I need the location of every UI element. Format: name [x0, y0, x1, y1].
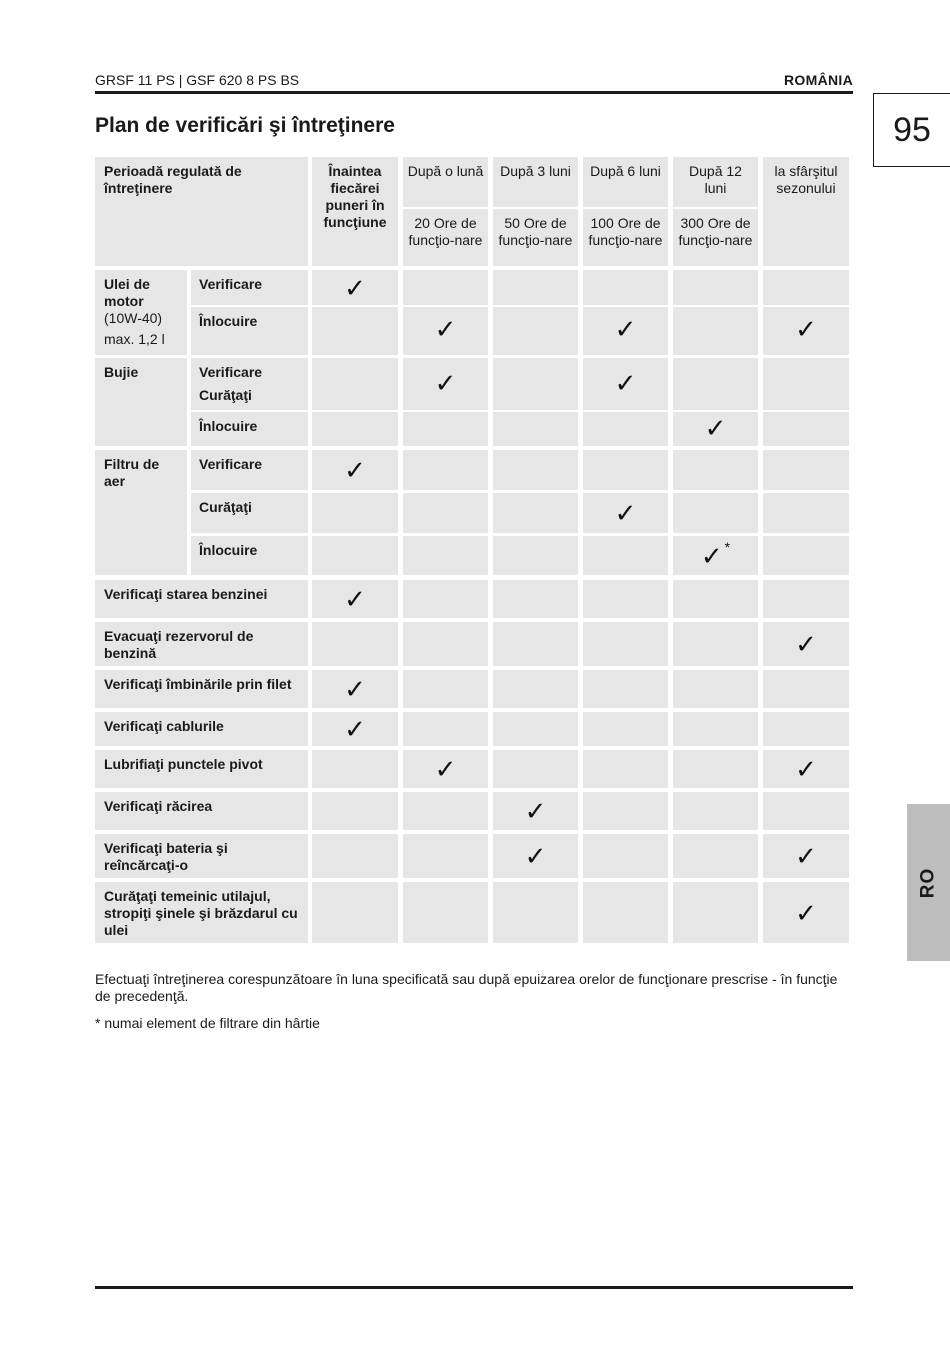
schedule-cell — [312, 712, 398, 746]
schedule-cell — [312, 750, 398, 788]
group-name: Ulei de motor — [104, 276, 150, 309]
page-number: 95 — [873, 93, 950, 167]
schedule-cell — [583, 536, 668, 575]
check-mark-icon: ✓ — [344, 272, 366, 303]
schedule-cell — [763, 536, 849, 575]
schedule-cell — [403, 622, 488, 666]
header-end-of-season: la sfârşitul sezonului — [763, 157, 849, 266]
check-mark-icon: ✓ — [614, 368, 637, 398]
header-period-bottom: 300 Ore de funcţio-nare — [673, 207, 758, 266]
schedule-cell — [493, 307, 578, 355]
action-label: Înlocuire — [191, 307, 308, 355]
group-engine-oil — [95, 270, 187, 355]
schedule-cell — [493, 670, 578, 708]
schedule-cell — [763, 580, 849, 618]
schedule-cell — [673, 580, 758, 618]
header-period-bottom: 50 Ore de funcţio-nare — [493, 207, 578, 266]
oil-type: (10W-40) — [104, 310, 163, 326]
schedule-cell — [312, 670, 398, 708]
schedule-cell — [763, 450, 849, 490]
schedule-cell — [403, 307, 488, 355]
schedule-cell — [493, 493, 578, 533]
check-mark-icon: ✓ — [795, 897, 817, 928]
oil-quantity: max. 1,2 l — [104, 331, 165, 347]
schedule-cell — [763, 792, 849, 830]
check-mark-icon: ✓ — [614, 314, 637, 344]
schedule-cell — [312, 270, 398, 305]
schedule-cell — [403, 670, 488, 708]
schedule-cell — [583, 670, 668, 708]
check-mark-icon: ✓ — [614, 498, 637, 528]
schedule-cell — [403, 450, 488, 490]
task-label: Verificaţi starea benzinei — [95, 580, 308, 618]
schedule-cell — [312, 882, 398, 943]
task-label: Verificaţi răcirea — [95, 792, 308, 830]
check-mark-icon: ✓ — [344, 674, 366, 704]
schedule-cell — [403, 882, 488, 943]
schedule-cell — [312, 307, 398, 355]
header-period-top: După o lună — [403, 157, 488, 207]
schedule-cell — [403, 493, 488, 533]
language-label: ROMÂNIA — [784, 72, 853, 88]
check-mark-icon: ✓ — [434, 754, 457, 784]
task-label: Lubrifiaţi punctele pivot — [95, 750, 308, 788]
check-mark-icon: ✓ — [344, 584, 366, 614]
schedule-cell — [763, 712, 849, 746]
action-label: Verificare — [191, 270, 308, 305]
schedule-cell — [312, 580, 398, 618]
check-mark-icon: ✓ — [344, 455, 366, 485]
schedule-cell — [673, 412, 758, 446]
schedule-cell — [312, 450, 398, 490]
header-period-top: După 3 luni — [493, 157, 578, 207]
check-mark-icon: ✓ — [795, 314, 817, 344]
schedule-cell — [763, 270, 849, 305]
schedule-cell — [763, 493, 849, 533]
schedule-cell — [763, 412, 849, 446]
schedule-cell — [763, 834, 849, 878]
footnote: * numai element de filtrare din hârtie — [95, 1015, 320, 1031]
schedule-cell — [673, 750, 758, 788]
page-title: Plan de verificări şi întreţinere — [95, 114, 395, 137]
schedule-cell — [673, 358, 758, 410]
schedule-cell — [403, 536, 488, 575]
schedule-cell — [583, 882, 668, 943]
action-label: Curăţaţi — [199, 387, 252, 403]
schedule-cell — [583, 792, 668, 830]
header-period-bottom: 100 Ore de funcţio-nare — [583, 207, 668, 266]
schedule-cell — [493, 882, 578, 943]
header-period-bottom: 20 Ore de funcţio-nare — [403, 207, 488, 266]
schedule-cell — [583, 622, 668, 666]
schedule-cell — [493, 270, 578, 305]
schedule-cell — [673, 270, 758, 305]
schedule-cell — [583, 750, 668, 788]
schedule-cell — [493, 712, 578, 746]
schedule-cell — [312, 622, 398, 666]
schedule-cell — [763, 622, 849, 666]
action-label: Verificare — [199, 364, 263, 380]
schedule-cell — [403, 358, 488, 410]
schedule-cell — [583, 493, 668, 533]
action-label: Verificare — [191, 450, 308, 490]
action-label-multi — [191, 358, 308, 410]
schedule-cell — [673, 622, 758, 666]
maintenance-note: Efectuaţi întreţinerea corespunzătoare în luna specificată sau după epuizarea orelor de funcţionare prescrise - în funcţie de precedenţă. — [95, 971, 838, 1004]
group-spark-plug: Bujie — [95, 358, 187, 446]
schedule-cell — [493, 536, 578, 575]
header-period-top: După 12 luni — [673, 157, 758, 207]
schedule-cell — [493, 622, 578, 666]
schedule-cell — [583, 307, 668, 355]
schedule-cell — [673, 536, 758, 575]
schedule-cell — [673, 712, 758, 746]
check-mark-icon: ✓ — [700, 540, 723, 571]
schedule-cell — [312, 358, 398, 410]
schedule-cell — [493, 580, 578, 618]
schedule-cell — [673, 792, 758, 830]
schedule-cell — [493, 792, 578, 830]
schedule-cell — [583, 580, 668, 618]
language-tab-label: RO — [917, 867, 939, 898]
footer-divider — [95, 1286, 853, 1289]
schedule-cell — [403, 750, 488, 788]
task-label: Verificaţi bateria şi reîncărcaţi-o — [95, 834, 308, 878]
check-mark-icon: ✓ — [434, 368, 457, 398]
schedule-cell — [583, 834, 668, 878]
schedule-cell — [583, 358, 668, 410]
task-label: Evacuaţi rezervorul de benzină — [95, 622, 308, 666]
check-mark-icon: ✓ — [795, 754, 817, 784]
schedule-cell — [312, 792, 398, 830]
schedule-cell — [763, 750, 849, 788]
schedule-cell — [673, 834, 758, 878]
header-period-top: După 6 luni — [583, 157, 668, 207]
check-mark-icon: ✓ — [795, 841, 817, 871]
schedule-cell — [312, 493, 398, 533]
schedule-cell — [403, 270, 488, 305]
schedule-cell — [493, 358, 578, 410]
schedule-cell — [403, 792, 488, 830]
header-before-use: Înaintea fiecărei puneri în funcţiune — [312, 157, 398, 266]
action-label: Înlocuire — [191, 412, 308, 446]
schedule-cell — [403, 412, 488, 446]
schedule-cell — [673, 882, 758, 943]
schedule-cell — [583, 450, 668, 490]
schedule-cell — [583, 412, 668, 446]
schedule-cell — [493, 412, 578, 446]
table-corner-header: Perioadă regulată de întreţinere — [95, 157, 308, 266]
schedule-cell — [673, 670, 758, 708]
check-mark-icon: ✓ — [434, 314, 457, 344]
asterisk-marker: * — [724, 539, 731, 555]
schedule-cell — [673, 307, 758, 355]
schedule-cell — [403, 712, 488, 746]
task-label: Verificaţi îmbinările prin filet — [95, 670, 308, 708]
task-label: Curăţaţi temeinic utilajul, stropiţi şinele şi brăzdarul cu ulei — [95, 882, 308, 943]
check-mark-icon: ✓ — [524, 796, 547, 826]
schedule-cell — [763, 670, 849, 708]
schedule-cell — [493, 750, 578, 788]
schedule-cell — [312, 412, 398, 446]
schedule-cell — [763, 882, 849, 943]
schedule-cell — [403, 834, 488, 878]
check-mark-icon: ✓ — [524, 841, 547, 871]
schedule-cell — [312, 536, 398, 575]
action-label: Înlocuire — [191, 536, 308, 575]
schedule-cell — [583, 712, 668, 746]
product-name: GRSF 11 PS | GSF 620 8 PS BS — [95, 72, 300, 88]
group-air-filter: Filtru de aer — [95, 450, 187, 575]
schedule-cell — [583, 270, 668, 305]
schedule-cell — [403, 580, 488, 618]
schedule-cell — [493, 450, 578, 490]
task-label: Verificaţi cablurile — [95, 712, 308, 746]
schedule-cell — [312, 834, 398, 878]
check-mark-icon: ✓ — [344, 714, 366, 744]
action-label: Curăţaţi — [191, 493, 308, 533]
check-mark-icon: ✓ — [795, 629, 817, 659]
header-divider — [95, 91, 853, 94]
schedule-cell — [763, 307, 849, 355]
schedule-cell — [673, 450, 758, 490]
schedule-cell — [763, 358, 849, 410]
schedule-cell — [493, 834, 578, 878]
schedule-cell — [673, 493, 758, 533]
check-mark-icon: ✓ — [704, 413, 727, 443]
language-tab — [907, 804, 950, 961]
